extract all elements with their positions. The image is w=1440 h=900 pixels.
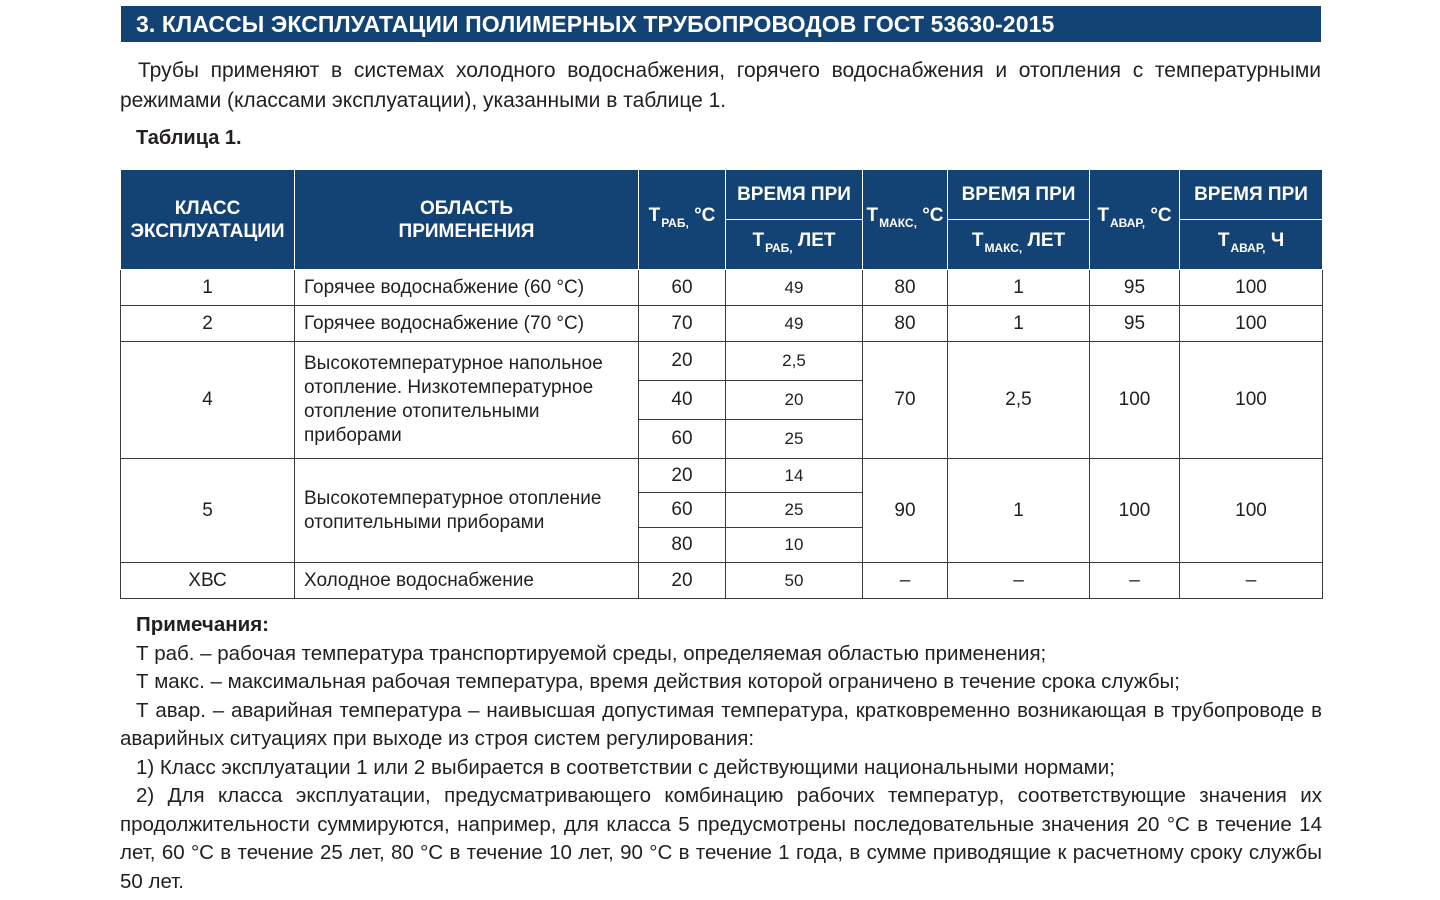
table-row xyxy=(121,563,1323,599)
header-time-max: $Т_{МАКС,}$ ЛЕТ xyxy=(948,220,1090,270)
cell-time-work: 2,5 xyxy=(726,342,863,381)
cell-time-work: 14 xyxy=(726,459,863,493)
cell-t-emerg: 95 xyxy=(1090,270,1180,306)
note-t-work: Т раб. – рабочая температура транспортируемой среды, определяемая областью применения; xyxy=(136,641,1047,665)
notes-title: Примечания: xyxy=(136,613,269,636)
cell-time-work: 20 xyxy=(726,381,863,420)
header-class: КЛАСС ЭКСПЛУАТАЦИИ xyxy=(121,170,295,270)
cell-t-work: 80 xyxy=(639,528,726,563)
cell-t-work: 60 xyxy=(639,493,726,528)
note-item-2: 2) Для класса эксплуатации, предусматривающего комбинацию рабочих температур, соответствующие значения их продолжительности суммируются, например, для класса 5 предусмотрены последовательные значения 20 °С в течение 14 лет, 60 °С в течение 25 лет, 80 °С в течение 10 лет, 90 °С в течение 1 года, в сумме приводящие к расчетному сроку службы 50 лет. xyxy=(120,784,1322,893)
cell-time-max: 1 xyxy=(948,306,1090,342)
cell-time-emerg: 100 xyxy=(1180,270,1323,306)
cell-time-emerg: 100 xyxy=(1180,459,1323,563)
cell-area: Горячее водоснабжение (70 °С) xyxy=(295,306,639,342)
cell-area: Высокотемпературное отопление отопительными приборами xyxy=(295,459,639,563)
cell-class: 2 xyxy=(121,306,295,342)
cell-time-work: 49 xyxy=(726,306,863,342)
cell-area: Высокотемпературное напольное отопление. Низкотемпературное отопление отопительными приборами xyxy=(295,342,639,459)
cell-t-work: 20 xyxy=(639,563,726,599)
cell-time-work: 50 xyxy=(726,563,863,599)
header-time-emerg: $Т_{АВАР,}$ Ч xyxy=(1180,220,1323,270)
header-area: ОБЛАСТЬ ПРИМЕНЕНИЯ xyxy=(295,170,639,270)
header-time-emerg-prefix: ВРЕМЯ ПРИ xyxy=(1180,170,1323,220)
cell-time-emerg: 100 xyxy=(1180,342,1323,459)
cell-t-max: 70 xyxy=(863,342,948,459)
note-item-1: 1) Класс эксплуатации 1 или 2 выбирается в соответствии с действующими национальными нормами; xyxy=(136,755,1115,779)
cell-t-emerg: 95 xyxy=(1090,306,1180,342)
header-time-work-prefix: ВРЕМЯ ПРИ xyxy=(726,170,863,220)
cell-t-max: 90 xyxy=(863,459,948,563)
cell-class: 5 xyxy=(121,459,295,563)
notes-section xyxy=(120,611,1322,896)
cell-t-emerg: – xyxy=(1090,563,1180,599)
cell-time-work: 25 xyxy=(726,493,863,528)
cell-t-work: 20 xyxy=(639,342,726,381)
cell-area: Холодное водоснабжение xyxy=(295,563,639,599)
note-t-max: Т макс. – максимальная рабочая температура, время действия которой ограничено в течение срока службы; xyxy=(136,670,1180,693)
cell-time-emerg: 100 xyxy=(1180,306,1323,342)
cell-time-emerg: – xyxy=(1180,563,1323,599)
note-t-emerg: Т авар. – аварийная температура – наивысшая допустимая температура, кратковременно возникающая в трубопроводе в аварийных ситуациях при выходе из строя систем регулирования: xyxy=(120,698,1322,750)
cell-t-max: 80 xyxy=(863,306,948,342)
cell-t-max: 80 xyxy=(863,270,948,306)
intro-paragraph: Трубы применяют в системах холодного водоснабжения, горячего водоснабжения и отопления с температурными режимами (классами эксплуатации), указанными в таблице 1. xyxy=(120,59,1321,112)
cell-time-work: 10 xyxy=(726,528,863,563)
cell-t-work: 60 xyxy=(639,270,726,306)
table-caption: Таблица 1. xyxy=(136,127,242,149)
table-row xyxy=(121,270,1323,306)
cell-t-work: 70 xyxy=(639,306,726,342)
cell-t-work: 20 xyxy=(639,459,726,493)
header-time-max-prefix: ВРЕМЯ ПРИ xyxy=(948,170,1090,220)
cell-t-max: – xyxy=(863,563,948,599)
cell-time-max: 1 xyxy=(948,459,1090,563)
header-time-work: $Т_{РАБ,}$ ЛЕТ xyxy=(726,220,863,270)
table-row xyxy=(121,459,1323,493)
cell-t-emerg: 100 xyxy=(1090,342,1180,459)
table-row xyxy=(121,306,1323,342)
header-t-max: $Т_{МАКС,}$ °С xyxy=(863,170,948,270)
cell-time-max: – xyxy=(948,563,1090,599)
cell-time-max: 1 xyxy=(948,270,1090,306)
table-row xyxy=(121,342,1323,381)
cell-t-work: 40 xyxy=(639,381,726,420)
operating-classes-table xyxy=(120,169,1323,599)
header-t-work: $Т_{РАБ,}$ °С xyxy=(639,170,726,270)
section-title-banner: 3. КЛАССЫ ЭКСПЛУАТАЦИИ ПОЛИМЕРНЫХ ТРУБОПРОВОДОВ ГОСТ 53630-2015 xyxy=(121,6,1321,42)
cell-class: ХВС xyxy=(121,563,295,599)
cell-time-work: 49 xyxy=(726,270,863,306)
cell-t-emerg: 100 xyxy=(1090,459,1180,563)
cell-class: 1 xyxy=(121,270,295,306)
cell-t-work: 60 xyxy=(639,420,726,459)
cell-time-max: 2,5 xyxy=(948,342,1090,459)
cell-class: 4 xyxy=(121,342,295,459)
cell-time-work: 25 xyxy=(726,420,863,459)
cell-area: Горячее водоснабжение (60 °С) xyxy=(295,270,639,306)
header-t-emerg: $Т_{АВАР,}$ °С xyxy=(1090,170,1180,270)
